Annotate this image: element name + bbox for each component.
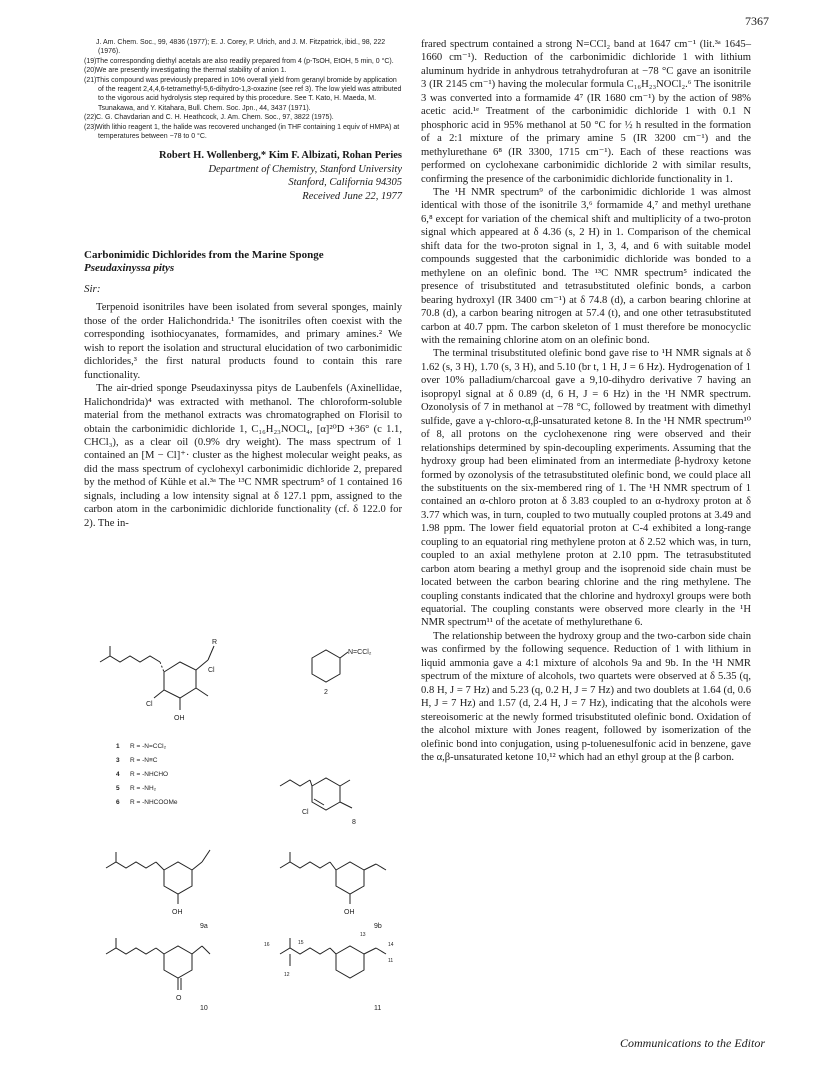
page-number: 7367 — [745, 14, 769, 28]
cyclohexenone-ring — [312, 778, 340, 810]
label-oh: OH — [172, 909, 183, 916]
salutation: Sir: — [84, 283, 101, 296]
right-body-text — [421, 38, 751, 764]
compound-number: 8 — [352, 819, 356, 826]
paragraph: The ¹H NMR spectrum⁹ of the carbonimidic dichloride 1 was almost identical with those of the isonitrile 3,⁶ formamide 4,⁷ and methyl urethane 6,⁸ except for variation of the chemical shift and multiplicity of a two-proton signal which appeared at δ 4.36 (s, 2 H) in 1. Comparison of the chemical shift data for the two-proton signal in 1, 3, 4, and 6 with suitable model compounds suggested that the carbonimidic dichloride was bonded to a methylene on an olefinic bond. The ¹³C NMR spectrum⁵ indicated the presence of trisubstituted and tetrasubstituted olefinic bonds, a carbon bearing hydroxyl (IR 3400 cm⁻¹) at δ 74.8 (d), a carbon bearing chlorine at 70.8 (d), a carbon bearing nitrogen at 57.4 (t), and one other tetrasubstituted carbon at 40.7 ppm. The carbon skeleton of 1 must therefore be monocyclic with the remaining chlorine atom on an olefinic bond. — [421, 186, 751, 346]
label-oh: OH — [344, 909, 355, 916]
footnote: (21)This compound was previously prepared in 10% overall yield from geranyl bromide by application of the reagent 2,4,4,6-tetramethyl-5,6-dihydro-1,3-oxazine (see ref 3). The low yield was attributed to the vigorous acid hydrolysis step required by this procedure. See T. Kato, H. Maeda, M. Tsunakawa, and Y. Kitahara, Bull. Chem. Soc. Jpn., 44, 3437 (1971). — [84, 76, 402, 112]
paragraph: Terpenoid isonitriles have been isolated from several sponges, mainly those of the order Halichondrida.¹ The isonitriles often coexist with the corresponding isothiocyanates, formamides, and primary amines.² We wish to report the isolation and structural elucidation of two carbonimidic dichlorides,³ the first natural products found to contain this rare functionality. — [84, 302, 402, 381]
r-row-value: R = -N=CCl₂ — [130, 743, 167, 750]
r-row-value: R = -NH₂ — [130, 785, 157, 792]
r-row-num: 6 — [116, 799, 120, 806]
paragraph: frared spectrum contained a strong N=CCl₂ band at 1647 cm⁻¹ (lit.³ᵃ 1645–1660 cm⁻¹). Reduction of the carbonimidic dichloride 1 with lithium aluminum hydride in anhydrous tetrahydrofuran at −78 °C gave an isonitrile 3 (IR 2145 cm⁻¹) having the molecular formula C₁₆H₂₃NOCl₂.⁶ The isonitrile 3 was converted into a formamide 4⁷ (IR 1680 cm⁻¹) by the action of 98% acetic acid.¹ᵉ Treatment of the carbonimidic dichloride 1 with 0.1 N phosphoric acid in 95% methanol at 50 °C for ½ h resulted in the formation of a 2:1 mixture of the primary amine 5 (IR 3200 cm⁻¹) and the methylurethane 6⁸ (IR 3300, 1715 cm⁻¹). Each of these reactions was performed on cyclohexane carbonimidic dichloride 2 with similar results, confirming the presence of the carbonimidic dichloride functionality in 1. — [421, 39, 751, 185]
department: Department of Chemistry, Stanford University — [208, 163, 402, 175]
compound-number: 9b — [374, 923, 382, 930]
received-date: Received June 22, 1977 — [302, 190, 402, 202]
side-chain — [100, 656, 160, 662]
footnote: J. Am. Chem. Soc., 99, 4836 (1977); E. J. Corey, P. Ulrich, and J. M. Fitzpatrick, ibid., 98, 222 (1976). — [96, 39, 386, 56]
paragraph: The relationship between the hydroxy group and the two-carbon side chain was confirmed by the following sequence. Reduction of 1 with lithium in liquid ammonia gave a 4:1 mixture of alcohols 9a and 9b. In the ¹H NMR spectrum of the mixture of alcohols, two quartets were observed at δ 5.35 (q, 0.8 H, J = 7 Hz) and 5.23 (q, 0.2 H, J = 7 Hz) and two doublets at 1.64 (d, 0.6 H, J = 7 Hz) and 1.57 (d, 2.4 H, J = 7 Hz), indicating that the alcohols were stereoisomeric at the newly formed trisubstituted olefinic bond. Oxidation of the alcohol mixture with Jones reagent, followed by isomerization of the olefinic bond into conjugation, using p-toluenesulfonic acid in benzene, gave the α,β-unsaturated ketone 10,¹² which had an ethyl group at the β carbon. — [421, 630, 751, 764]
atom-number: 15 — [298, 940, 304, 946]
atom-number: 16 — [264, 942, 270, 948]
footnote: (19)The corresponding diethyl acetals are also readily prepared from 4 (p-TsOH, EtOH, 5 min, 0 °C). — [84, 57, 394, 65]
atom-number: 14 — [388, 942, 394, 948]
cyclohexane-ring-2 — [312, 650, 340, 682]
atom-number: 12 — [284, 972, 290, 978]
r-row-value: R = -NHCOOMe — [130, 799, 178, 806]
label-r: R — [212, 639, 218, 646]
atom-number: 11 — [388, 958, 394, 964]
r-row-num: 5 — [116, 785, 120, 792]
label-oh: OH — [174, 715, 185, 722]
structures-figure — [84, 636, 404, 1016]
paragraph: The air-dried sponge Pseudaxinyssa pitys de Laubenfels (Axinellidae, Halichondrida)⁴ was extracted with methanol. The chloroform-soluble material from the methanol extracts was chromatographed on Florisil to obtain the carbonimidic dichloride 1, C₁₆H₂₃NOCl₄, [α]²⁰D +36° (c 1.1, CHCl₃), as a clear oil (0.9% dry weight). The mass spectrum of 1 contained an [M − Cl]⁺· cluster as the highest molecular weight peaks, as did the mass spectrum of cyclohexyl carbonimidic dichloride 2, prepared by the method of Kühle et al.³ᵃ The ¹³C NMR spectrum⁵ of 1 contained 16 signals, including a low intensity signal at δ 127.1 ppm, assigned to the carbon atom in the carbonimidic dichloride functionality (cf. δ 122.0 for 2). The in- — [84, 383, 402, 529]
r-row-value: R = -N≡C — [130, 757, 158, 764]
compound-number: 11 — [374, 1005, 382, 1012]
footer-section-title: Communications to the Editor — [620, 1036, 765, 1050]
footnote: (22)C. G. Chavdarian and C. H. Heathcock, J. Am. Chem. Soc., 97, 3822 (1975). — [84, 114, 334, 122]
r-row-value: R = -NHCHO — [130, 771, 169, 778]
footnote: (23)With lithio reagent 1, the halide was recovered unchanged (in THF containing 1 equiv of HMPA) at temperatures between −78 to 0 °C. — [84, 123, 400, 141]
left-body-text — [84, 301, 402, 530]
compound-number: 2 — [324, 689, 328, 696]
right-column — [421, 38, 751, 764]
article-title: Carbonimidic Dichlorides from the Marine Sponge Pseudaxinyssa pitys — [84, 249, 324, 275]
label-o: O — [176, 995, 182, 1002]
left-column — [84, 38, 402, 530]
label-nccl2: N=CCl₂ — [348, 649, 372, 656]
author-block — [84, 149, 402, 203]
label-cl: Cl — [146, 701, 153, 708]
compound-number: 10 — [200, 1005, 208, 1012]
cyclohexane-ring — [164, 662, 196, 698]
paragraph: The terminal trisubstituted olefinic bond gave rise to ¹H NMR signals at δ 1.62 (s, 3 H), 1.70 (s, 3 H), and 5.10 (br t, 1 H, J = 6 Hz). Hydrogenation of 1 over 10% palladium/charcoal gave a 9,10-dihydro derivative 7 having an isopropyl signal at δ 0.89 (d, 6 H, J = 6 Hz) in the ¹H NMR spectrum. Ozonolysis of 7 in methanol at −78 °C, followed by treatment with dimethyl sulfide, gave a γ-chloro-α,β-unsaturated ketone 8. In the ¹H NMR spectrum¹⁰ of 8, all protons on the cyclohexenone ring were observed and their relationships determined by spin-decoupling experiments. Assuming that the hydroxy group had been eliminated from an intermediate β-hydroxy ketone formed by ozonolysis of the tetrasubstituted olefinic bond, we could place all the substituents on the six-membered ring of 1. The ¹H NMR spectrum of 1 contained an α-chloro proton at δ 3.83 coupled to an α-hydroxy proton at δ 3.77 which was, in turn, coupled to two mutually coupled protons at 3.49 and 1.98 ppm. The lower field equatorial proton at C-4 exhibited a long-range coupling to an equatorial ring methylene proton at δ 2.52 which was, in turn, coupled to an axial methylene proton at 2.10 ppm. The tetrasubstituted carbon atom bearing a methyl group and the isoprenoid side chain must be located between the carbon bearing chlorine and the ring methylene. The coupling constants indicated that the chlorine and hydroxyl groups were both equatorial. The coupling constants were observed more clearly in the ¹H NMR spectrum¹¹ of the acetate of methylurethane 6. — [421, 348, 751, 629]
r-row-num: 3 — [116, 757, 120, 764]
footnotes — [84, 38, 402, 141]
label-cl: Cl — [208, 667, 215, 674]
label-cl: Cl — [302, 809, 309, 816]
author-names: Robert H. Wollenberg,* Kim F. Albizati, Rohan Peries — [159, 150, 402, 162]
r-row-num: 1 — [116, 743, 120, 750]
atom-number: 13 — [360, 932, 366, 938]
compound-number: 9a — [200, 923, 208, 930]
r-row-num: 4 — [116, 771, 120, 778]
footnote: (20)We are presently investigating the thermal stability of anion 1. — [84, 67, 287, 75]
r-group-table — [116, 743, 178, 806]
city: Stanford, California 94305 — [288, 177, 402, 189]
